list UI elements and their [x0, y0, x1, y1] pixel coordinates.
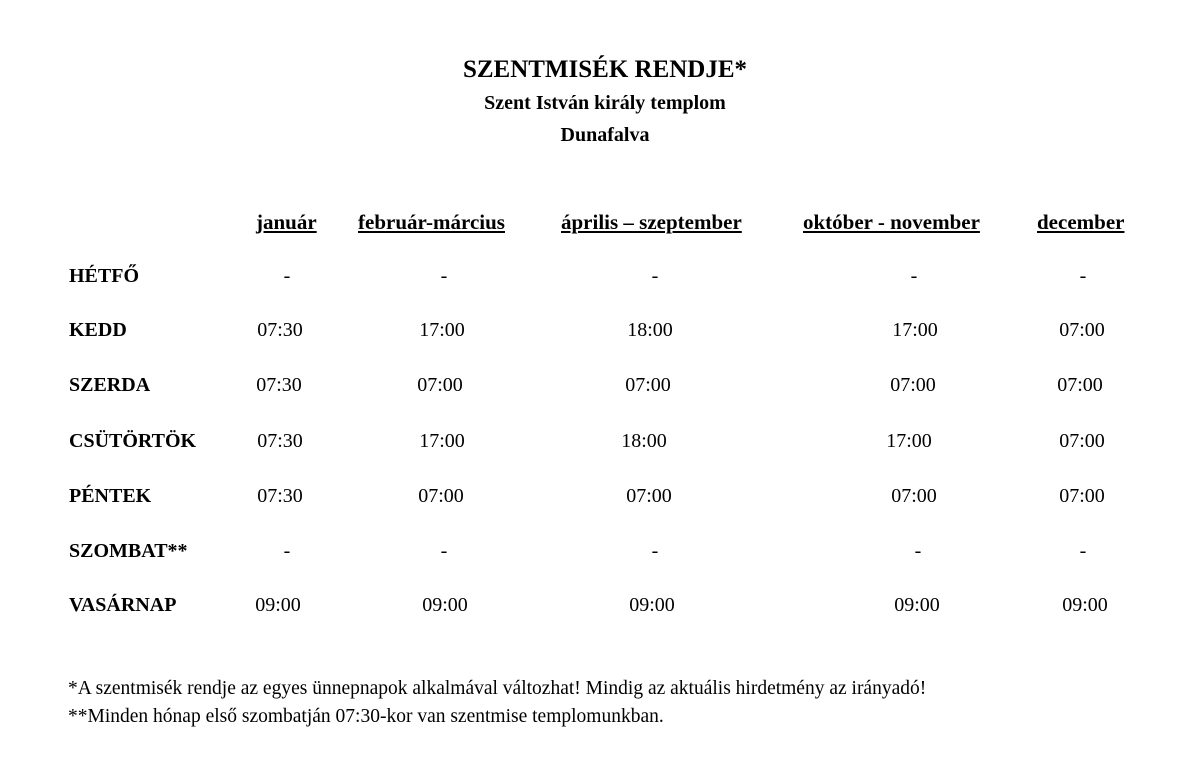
time-cell: 18:00 [627, 319, 673, 341]
time-cell: - [283, 540, 291, 562]
day-label: SZOMBAT** [69, 540, 188, 562]
time-cell: 07:00 [890, 374, 936, 396]
time-cell: 18:00 [621, 430, 667, 452]
church-name: Szent István király templom [484, 92, 726, 114]
time-cell: 07:00 [1059, 430, 1105, 452]
time-cell: 07:00 [891, 485, 937, 507]
time-cell: 07:00 [1059, 319, 1105, 341]
time-cell: - [283, 265, 291, 287]
time-cell: - [651, 265, 659, 287]
time-cell: 07:00 [417, 374, 463, 396]
day-label: HÉTFŐ [69, 265, 140, 287]
time-cell: 07:00 [418, 485, 464, 507]
time-cell: 07:00 [626, 485, 672, 507]
time-cell: 07:00 [1059, 485, 1105, 507]
time-cell: 07:30 [257, 430, 303, 452]
day-label: CSÜTÖRTÖK [69, 430, 197, 452]
day-label: SZERDA [69, 374, 151, 396]
page-title: SZENTMISÉK RENDJE* [462, 56, 748, 83]
place-name: Dunafalva [560, 124, 650, 146]
column-header-december: december [1037, 210, 1125, 234]
time-cell: 17:00 [886, 430, 932, 452]
time-cell: 17:00 [892, 319, 938, 341]
time-cell: - [914, 540, 922, 562]
time-cell: 09:00 [255, 594, 301, 616]
time-cell: 07:30 [256, 374, 302, 396]
time-cell: - [1079, 265, 1087, 287]
time-cell: 09:00 [1062, 594, 1108, 616]
time-cell: 07:00 [1057, 374, 1103, 396]
time-cell: 07:00 [625, 374, 671, 396]
time-cell: 09:00 [629, 594, 675, 616]
time-cell: - [910, 265, 918, 287]
time-cell: - [440, 540, 448, 562]
time-cell: 07:30 [257, 319, 303, 341]
time-cell: - [440, 265, 448, 287]
time-cell: - [1079, 540, 1087, 562]
day-label: PÉNTEK [69, 485, 152, 507]
footnote-first-saturday: **Minden hónap első szombatján 07:30-kor van szentmise templomunkban. [68, 706, 664, 727]
day-label: VASÁRNAP [69, 594, 177, 616]
column-header-januar: január [256, 210, 317, 234]
time-cell: 17:00 [419, 319, 465, 341]
footnote-holidays: *A szentmisék rendje az egyes ünnepnapok alkalmával változhat! Mindig az aktuális hirdetmény az irányadó! [68, 678, 927, 699]
time-cell: - [651, 540, 659, 562]
time-cell: 17:00 [419, 430, 465, 452]
time-cell: 07:30 [257, 485, 303, 507]
column-header-aprilis-szeptember: április – szeptember [561, 210, 742, 234]
day-label: KEDD [69, 319, 127, 341]
time-cell: 09:00 [422, 594, 468, 616]
column-header-oktober-november: október - november [803, 210, 980, 234]
column-header-februar-marcius: február-március [358, 210, 505, 234]
time-cell: 09:00 [894, 594, 940, 616]
